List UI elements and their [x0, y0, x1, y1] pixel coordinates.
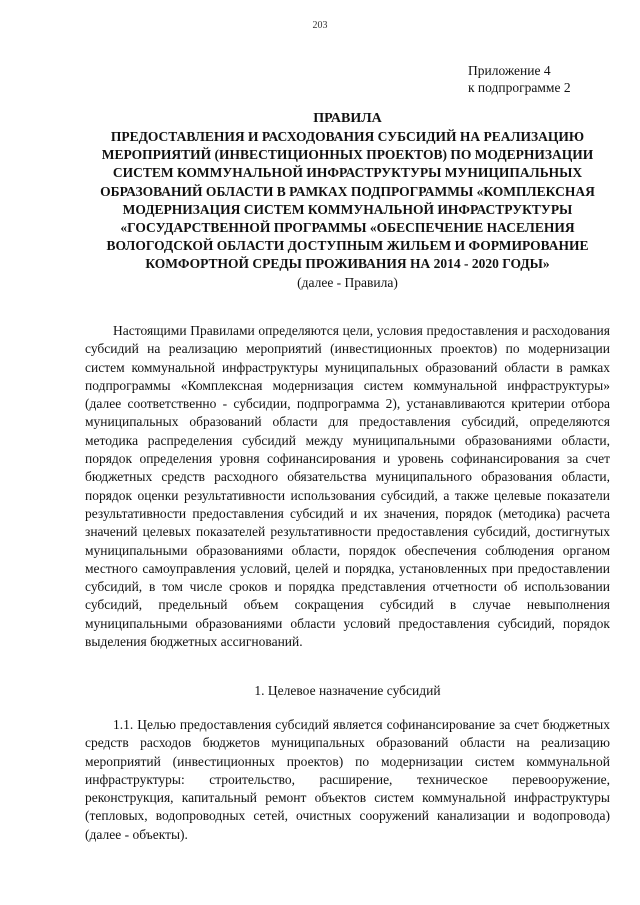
document-subtitle: ПРЕДОСТАВЛЕНИЯ И РАСХОДОВАНИЯ СУБСИДИЙ НА РЕАЛИЗАЦИЮ МЕРОПРИЯТИЙ (ИНВЕСТИЦИОННЫХ ПРОЕКТОВ) ПО МОДЕРНИЗАЦИИ СИСТЕМ КОММУНАЛЬНОЙ ИНФРАСТРУКТУРЫ МУНИЦИПАЛЬНЫХ ОБРАЗОВАНИЙ ОБЛАСТИ В РАМКАХ ПОДПРОГРАММЫ «КОМПЛЕКСНАЯ МОДЕРНИЗАЦИЯ СИСТЕМ КОММУНАЛЬНОЙ ИНФРАСТРУКТУРЫ «ГОСУДАРСТВЕННОЙ ПРОГРАММЫ «ОБЕСПЕЧЕНИЕ НАСЕЛЕНИЯ ВОЛОГОДСКОЙ ОБЛАСТИ ДОСТУПНЫМ ЖИЛЬЕМ И ФОРМИРОВАНИЕ КОМФОРТНОЙ СРЕДЫ ПРОЖИВАНИЯ НА 2014 - 2020 ГОДЫ» — [100, 129, 595, 272]
appendix-line-1: Приложение 4 — [468, 63, 551, 78]
document-title-block — [85, 110, 610, 292]
title-note: (далее - Правила) — [297, 274, 398, 290]
section-heading: 1. Целевое назначение субсидий — [254, 683, 441, 698]
page-number: 203 — [312, 20, 328, 31]
appendix-line-2: к подпрограмме 2 — [468, 80, 571, 95]
intro-paragraph: Настоящими Правилами определяются цели, условия предоставления и расходования субсидий на реализацию мероприятий (инвестиционных проектов) по модернизации систем коммунальной инфраструктуры муниципальных образований области в рамках подпрограммы «Комплексная модернизация систем коммунальной инфраструктуры» (далее соответственно - субсидии, подпрограмма 2), устанавливаются критерии отбора муниципальных образований области для предоставления субсидий, определяются методика распределения субсидий между муниципальными образованиями области, порядок определения уровня софинансирования и уровень софинансирования за счет бюджетных средств расходного обязательства муниципального образования области, порядок оценки результативности использования субсидий, а также целевые показатели результативности предоставления субсидий и их значения, порядок (методика) расчета значений целевых показателей результативности предоставления субсидий, достигнутых муниципальными образованиями области, порядок обеспечения соблюдения органом местного самоуправления условий, целей и порядка, установленных при предоставлении субсидий, в том числе сроков и порядка представления отчетности об использовании субсидий, предельный объем сокращения субсидий в случае невыполнения муниципальными образованиями области условий предоставления субсидий, порядок выделения бюджетных ассигнований. — [85, 323, 610, 650]
appendix-reference — [468, 62, 571, 96]
section-paragraph: 1.1. Целью предоставления субсидий является софинансирование за счет бюджетных средств расходов бюджетов муниципальных образований области на реализацию мероприятий (инвестиционных проектов) по модернизации систем коммунальной инфраструктуры: строительство, расширение, техническое перевооружение, реконструкция, капитальный ремонт объектов систем коммунальной инфраструктуры (тепловых, водопроводных сетей, очистных сооружений канализации и водопровода) (далее - объекты). — [85, 717, 610, 842]
document-title: ПРАВИЛА — [313, 111, 382, 126]
